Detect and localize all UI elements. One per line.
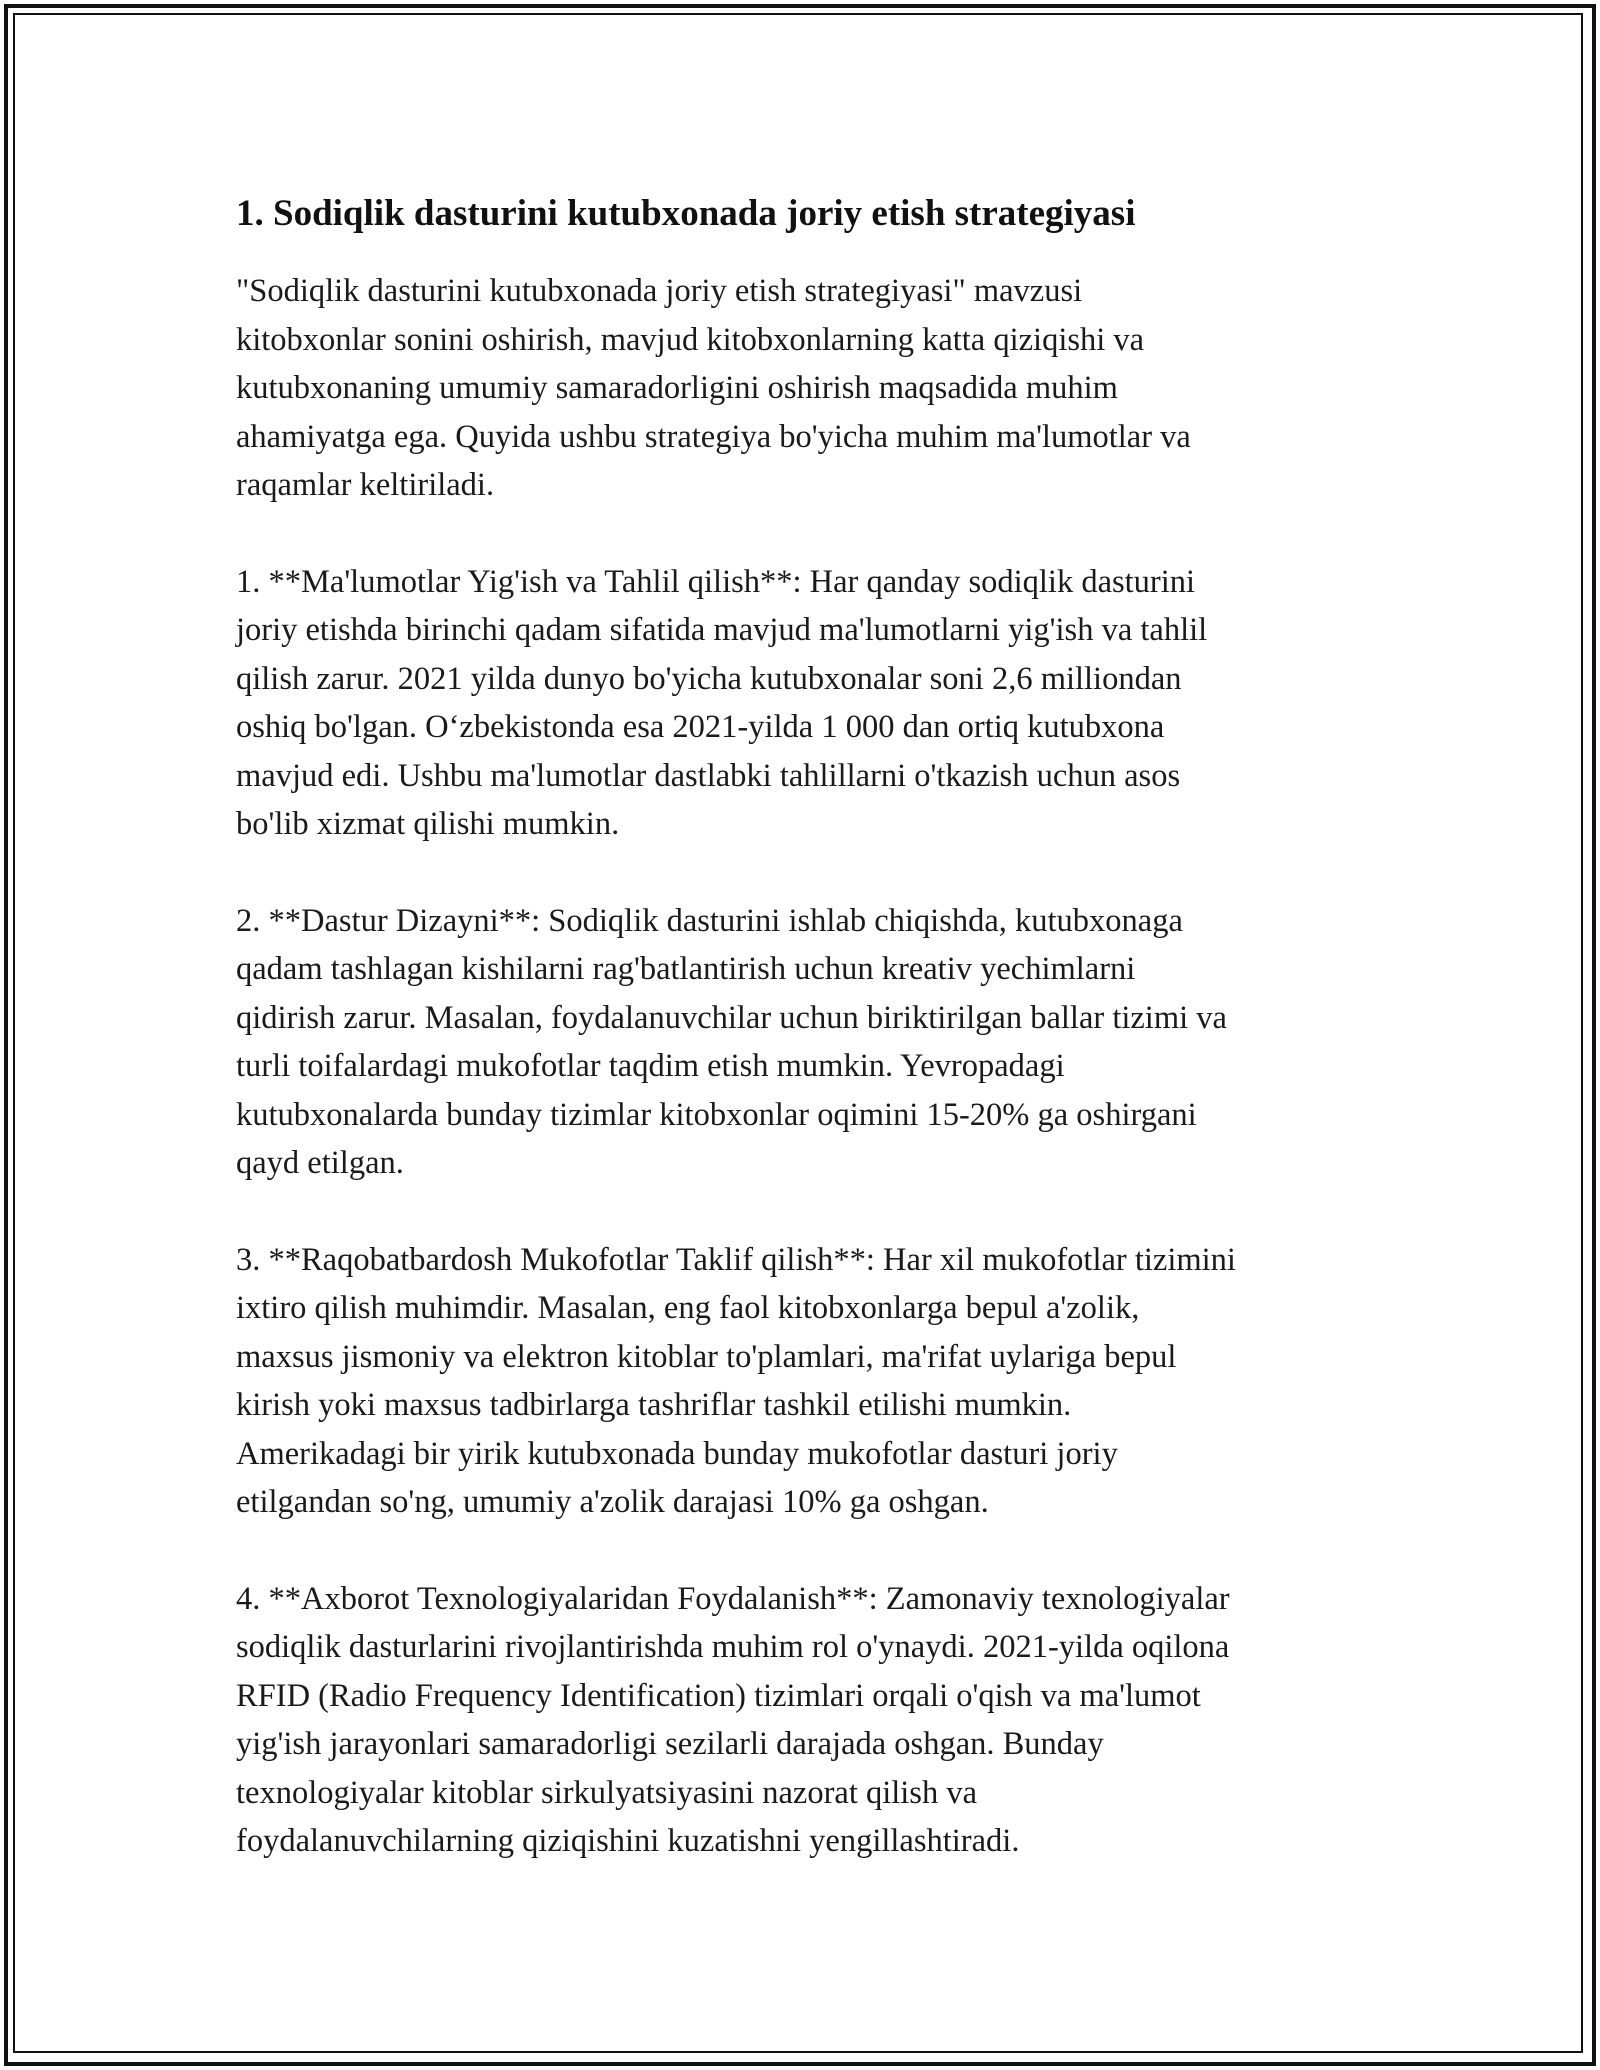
paragraph-program-design: 2. **Dastur Dizayni**: Sodiqlik dasturini ishlab chiqishda, kutubxonaga qadam tashlagan kishilarni rag'batlantirish uchun kreativ yechimlarni qidirish zarur. Masalan, foydalanuvchilar uchun biriktirilgan ballar tizimi va turli toifalardagi mukofotlar taqdim etish mumkin. Yevropadagi kutubxonalarda bunday tizimlar kitobxonlar oqimini 15-20% ga oshirgani qayd etilgan. [236,902,1227,1181]
paragraph-rewards: 3. **Raqobatbardosh Mukofotlar Taklif qilish**: Har xil mukofotlar tizimini ixtiro qilish muhimdir. Masalan, eng faol kitobxonlarga bepul a'zolik, maxsus jismoniy va elektron kitoblar to'plamlari, ma'rifat uylariga bepul kirish yoki maxsus tadbirlarga tashriflar tashkil etilishi mumkin. Amerikadagi bir yirik kutubxonada bunday mukofotlar dasturi joriy etilgandan so'ng, umumiy a'zolik darajasi 10% ga oshgan. [236,1241,1236,1520]
paragraph-data-collection: 1. **Ma'lumotlar Yig'ish va Tahlil qilish**: Har qanday sodiqlik dasturini joriy etishda birinchi qadam sifatida mavjud ma'lumotlarni yig'ish va tahlil qilish zarur. 2021 yilda dunyo bo'yicha kutubxonalar soni 2,6 milliondan oshiq bo'lgan. O‘zbekistonda esa 2021-yilda 1 000 dan ortiq kutubxona mavjud edi. Ushbu ma'lumotlar dastlabki tahlillarni o'tkazish uchun asos bo'lib xizmat qilishi mumkin. [236,563,1208,842]
intro-paragraph: "Sodiqlik dasturini kutubxonada joriy etish strategiyasi" mavzusi kitobxonlar sonini oshirish, mavjud kitobxonlarning katta qiziqishi va kutubxonaning umumiy samaradorligini oshirish maqsadida muhim ahamiyatga ega. Quyida ushbu strategiya bo'yicha muhim ma'lumotlar va raqamlar keltiriladi. [236,273,1191,503]
document-body [236,185,1386,1866]
section-heading: 1. Sodiqlik dasturini kutubxonada joriy etish strategiyasi [236,193,1136,234]
paragraph-it-usage: 4. **Axborot Texnologiyalaridan Foydalanish**: Zamonaviy texnologiyalar sodiqlik dasturlarini rivojlantirishda muhim rol o'ynaydi. 2021-yilda oqilona RFID (Radio Frequency Identification) tizimlari orqali o'qish va ma'lumot yig'ish jarayonlari samaradorligi sezilarli darajada oshgan. Bunday texnologiyalar kitoblar sirkulyatsiyasini nazorat qilish va foydalanuvchilarning qiziqishini kuzatishni yengillashtiradi. [236,1580,1230,1859]
